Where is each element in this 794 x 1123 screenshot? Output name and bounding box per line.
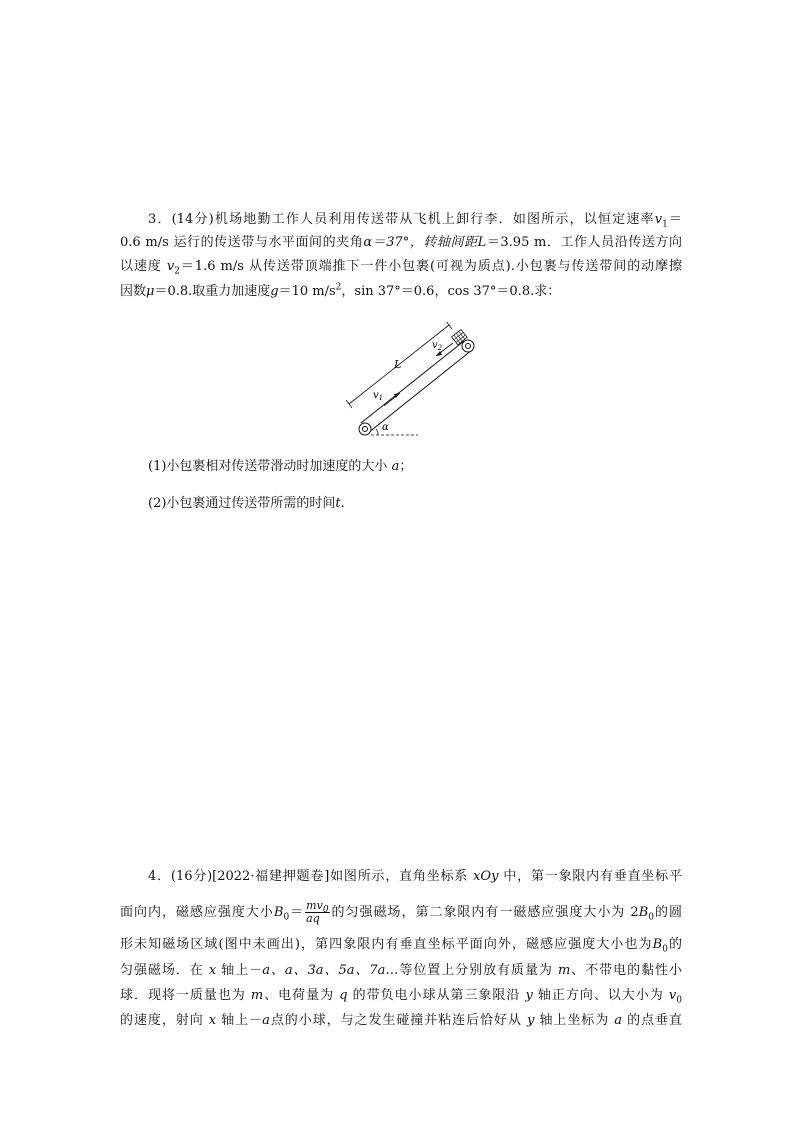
- q4-line-1: 4．(16分)[2022·福建押题卷]如图所示，直角坐标系 xOy 中，第一象限内有垂直坐标平: [148, 869, 682, 884]
- label-v1: $v_1$: [373, 390, 384, 402]
- q4-line-5: 球．现将一质量也为 m、电荷量为 q 的带负电小球从第三象限沿 y 轴正方向、以大小为 $v_0$: [120, 988, 682, 1006]
- q4-line-3: 形未知磁场区域(图中未画出)，第四象限内有垂直坐标平面向外，磁感应强度大小也为$B_0$的: [120, 937, 682, 955]
- belt-bottom-line: [368, 350, 472, 433]
- label-L: L: [394, 358, 402, 371]
- label-v2: $v_2$: [432, 340, 443, 352]
- q3-line-4: 因数μ＝0.8.取重力加速度g＝10 $m/s^2$，sin 37°＝0.6，cos 37°＝0.8.求：: [120, 282, 561, 299]
- q4-line-2: 面向内，磁感应强度大小$B_0=$ $\frac{mv_0}{aq}$ 的匀强磁场，第二象限内有一磁感应强度大小为 $2B_0$的圆: [120, 899, 682, 925]
- q4-line-4: 匀强磁场．在 x 轴上－a、a、3a、5a、7a…等位置上分别放有质量为 m、不带电的黏性小: [120, 963, 682, 978]
- angle-arc: [376, 429, 378, 435]
- q3-subquestion-1: (1)小包裹相对传送带滑动时加速度的大小 a；: [148, 459, 413, 474]
- q4-line-6: 的速度，射向 x 轴上－a点的小球，与之发生碰撞并粘连后恰好从 y 轴上坐标为 a 的点垂直: [120, 1013, 682, 1028]
- q4-fraction: $\frac{mv_0}{aq}$: [306, 899, 329, 925]
- top-pulley: [462, 340, 474, 352]
- conveyor-belt-figure: [340, 322, 480, 442]
- v1-arrow: [384, 393, 400, 406]
- q3-line-2: 0.6 m/s 运行的传送带与水平面间的夹角α＝37°，转轴间距L＝3.95 m．工作人员沿传送方向: [120, 235, 682, 250]
- label-alpha: α: [382, 422, 389, 433]
- q3-line-3: 以速度 $v_2=1.6$ m/s 从传送带顶端推下一件小包裹(可视为质点).小包裹与传送带间的动摩擦: [120, 259, 682, 277]
- q3-line-1: 3．(14分)机场地勤工作人员利用传送带从飞机上卸行李．如图所示，以恒定速率$v_1=$: [148, 212, 682, 230]
- bottom-pulley: [359, 423, 371, 435]
- q3-subquestion-2: (2)小包裹通过传送带所需的时间t.: [148, 496, 345, 511]
